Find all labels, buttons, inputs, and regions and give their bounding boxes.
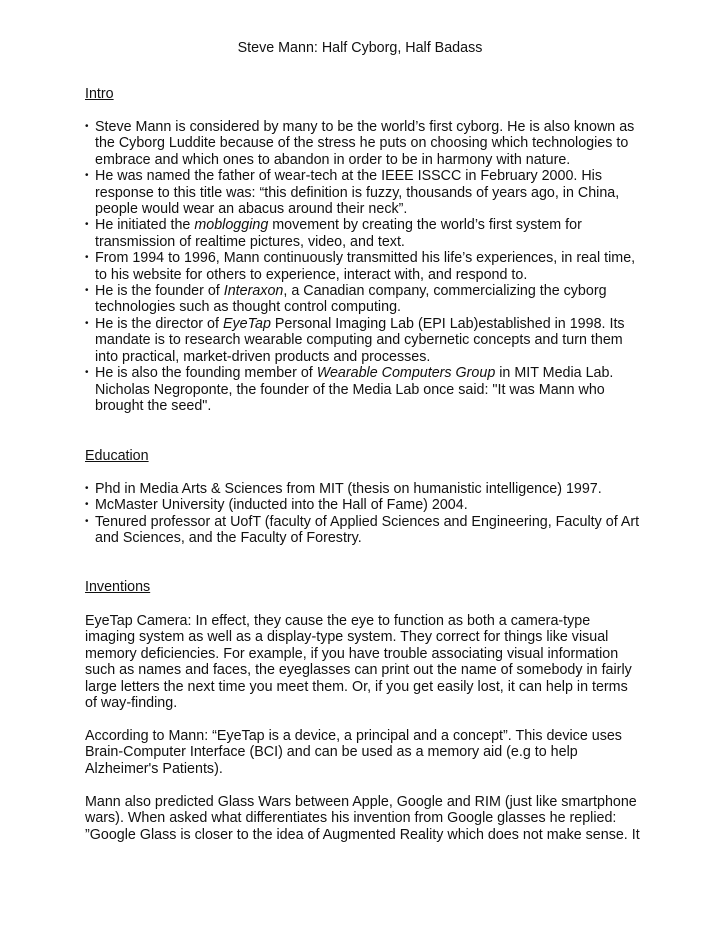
inventions-heading: Inventions bbox=[85, 579, 151, 595]
inventions-paragraph-eyetap: EyeTap Camera: In effect, they cause the eye to function as both a camera-type imaging system as well as a display-type system. They correct for things like visual memory deficiencies. For example, if you have trouble associating visual information such as names and faces, the eyeglasses can print out the name of somebody in fairly large letters the next time you meet them. Or, if you get easily lost, it can help in terms of way-finding. bbox=[85, 613, 632, 712]
inventions-paragraph-glass-wars: Mann also predicted Glass Wars between Apple, Google and RIM (just like smartphone wars). When asked what differentiates his invention from Google glasses he replied: ”Google Glass is closer to the idea of Augmented Reality which does not make sense. It bbox=[85, 794, 640, 843]
intro-item-6: • He is the director of EyeTap Personal Imaging Lab (EPI Lab)established in 1998. Its mandate is to research wearable computing and cybernetic concepts and turn them into practical, market-driven products and processes. bbox=[85, 316, 645, 365]
intro-list bbox=[85, 119, 645, 414]
intro-item-5: • He is the founder of Interaxon, a Canadian company, commercializing the cyborg technologies such as thought control computing. bbox=[85, 283, 645, 316]
education-item-2: • McMaster University (inducted into the Hall of Fame) 2004. bbox=[85, 497, 645, 513]
inventions-paragraph-according-to-mann: According to Mann: “EyeTap is a device, a principal and a concept”. This device uses Brain-Computer Interface (BCI) and can be used as a memory aid (e.g to help Alzheimer's Patients). bbox=[85, 728, 622, 777]
intro-heading: Intro bbox=[85, 86, 114, 102]
education-item-3: • Tenured professor at UofT (faculty of Applied Sciences and Engineering, Faculty of Art and Sciences, and the Faculty of Forestry. bbox=[85, 514, 645, 547]
education-item-1: • Phd in Media Arts & Sciences from MIT (thesis on humanistic intelligence) 1997. bbox=[85, 481, 645, 497]
moblogging-term: moblogging bbox=[194, 217, 269, 234]
wearable-computers-group-term: Wearable Computers Group bbox=[316, 365, 496, 382]
education-heading: Education bbox=[85, 448, 149, 464]
intro-item-7: • He is also the founding member of Wearable Computers Group in MIT Media Lab. Nicholas Negroponte, the founder of the Media Lab once said: "It was Mann who brought the seed". bbox=[85, 365, 645, 414]
intro-item-3: • He initiated the moblogging movement by creating the world’s first system for transmission of realtime pictures, video, and text. bbox=[85, 217, 645, 250]
document-title: Steve Mann: Half Cyborg, Half Badass bbox=[237, 40, 483, 56]
interaxon-term: Interaxon bbox=[223, 283, 284, 300]
intro-item-2: • He was named the father of wear-tech at the IEEE ISSCC in February 2000. His response to this title was: “this definition is fuzzy, thousands of years ago, in China, people would wear an abacus around their neck”. bbox=[85, 168, 645, 217]
intro-item-1: • Steve Mann is considered by many to be the world’s first cyborg. He is also known as the Cyborg Luddite because of the stress he puts on choosing which technologies to embrace and which ones to abandon in order to be in harmony with nature. bbox=[85, 119, 645, 168]
intro-item-4: • From 1994 to 1996, Mann continuously transmitted his life’s experiences, in real time, to his website for others to experience, interact with, and respond to. bbox=[85, 250, 645, 283]
eyetap-term: EyeTap bbox=[222, 315, 271, 332]
education-list bbox=[85, 481, 645, 547]
